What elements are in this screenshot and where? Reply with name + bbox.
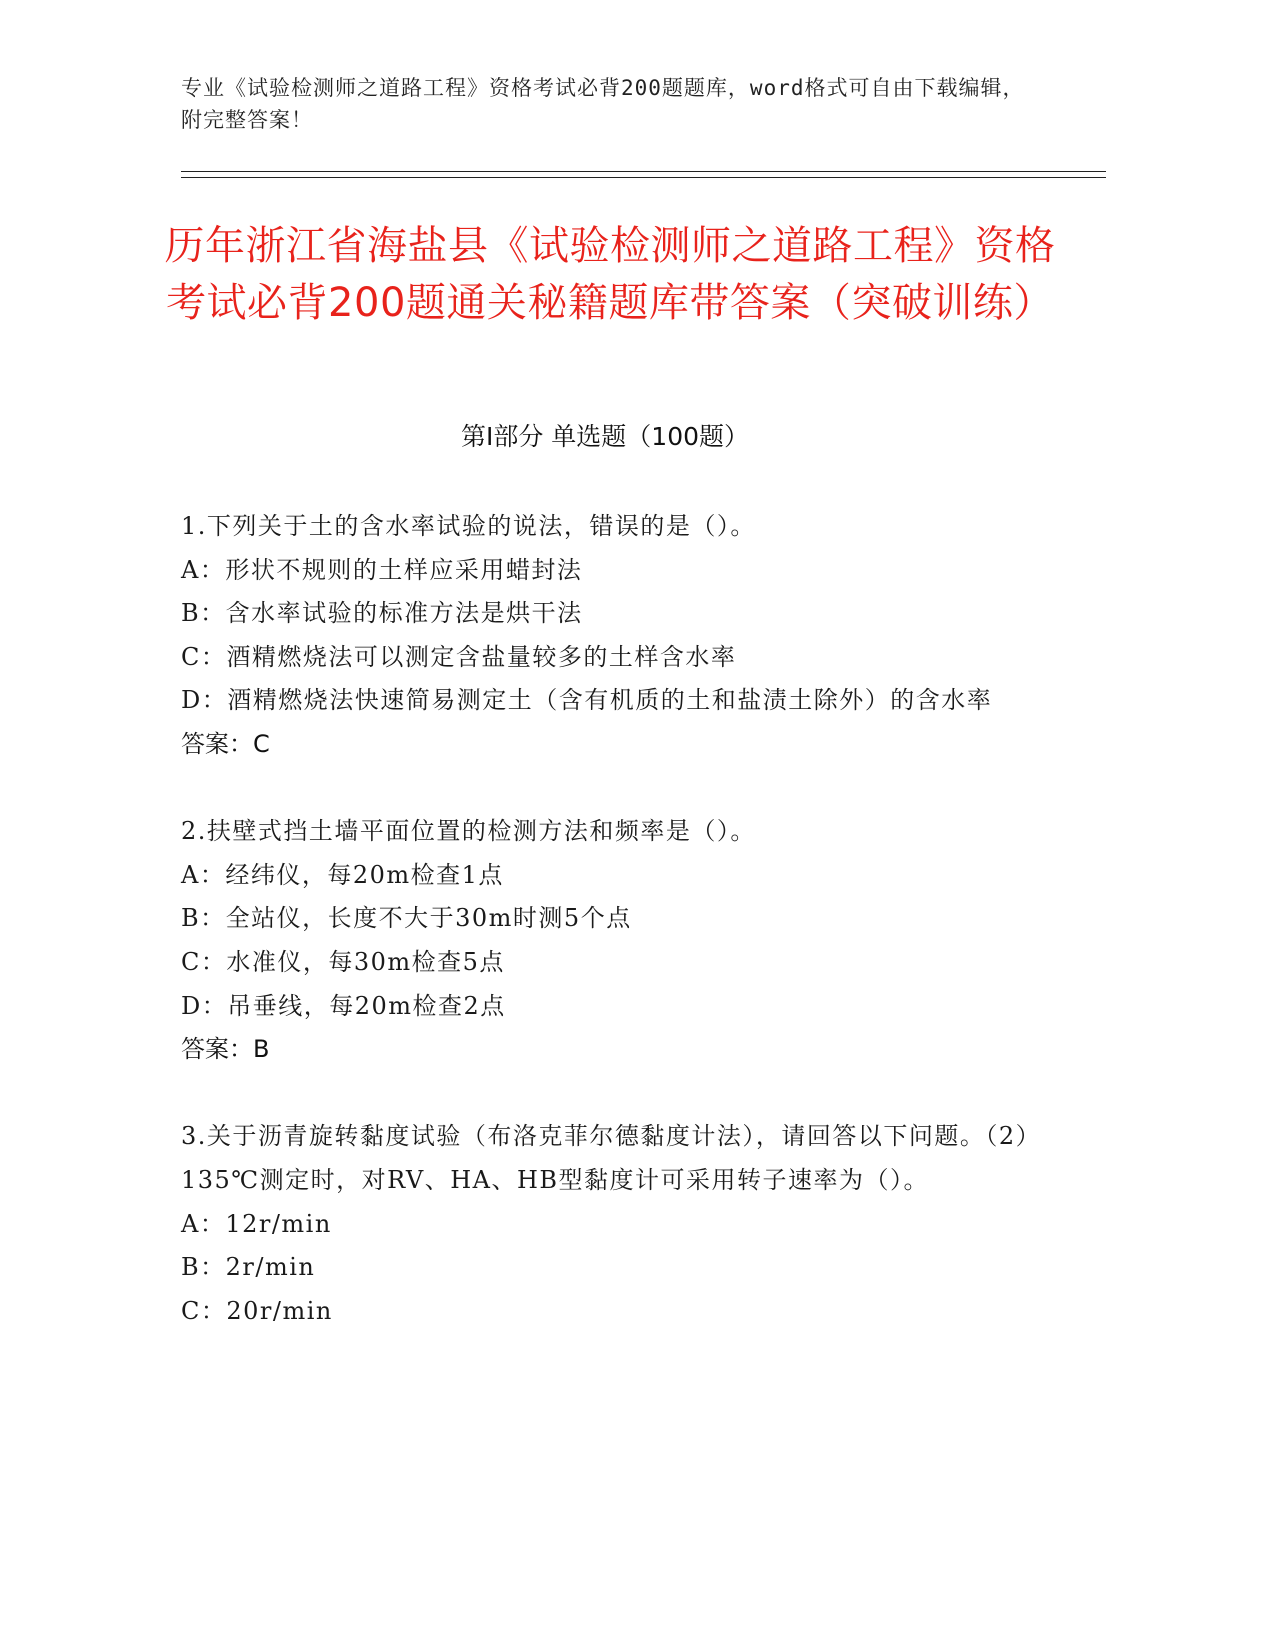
answer-line: 答案：B: [181, 1035, 270, 1064]
question-2: [181, 810, 1031, 1072]
option-c: C：20r/min: [181, 1296, 333, 1325]
option-c: C：水准仪，每30m检查5点: [181, 947, 505, 976]
option-b: B：全站仪，长度不大于30m时测5个点: [181, 904, 632, 933]
option-b: B：2r/min: [181, 1253, 316, 1282]
option-b: B：含水率试验的标准方法是烘干法: [181, 599, 583, 628]
question-list: [181, 505, 1031, 1377]
option-a: A：形状不规则的土样应采用蜡封法: [181, 555, 583, 584]
header-rule-bottom: [181, 177, 1106, 178]
section-heading: 第I部分 单选题（100题）: [460, 422, 750, 451]
question-stem: 1.下列关于土的含水率试验的说法，错误的是（）。: [181, 512, 756, 540]
option-a: A：12r/min: [181, 1209, 332, 1238]
option-d: D：酒精燃烧法快速简易测定土（含有机质的土和盐渍土除外）的含水率: [181, 686, 993, 715]
question-stem: 2.扶壁式挡土墙平面位置的检测方法和频率是（）。: [181, 817, 756, 846]
option-d: D：吊垂线，每20m检查2点: [181, 991, 506, 1020]
header-rule-top: [181, 171, 1106, 172]
question-stem: 3.关于沥青旋转黏度试验（布洛克菲尔德黏度计法），请回答以下问题。（2）135℃测定时，对RV、HA、HB型黏度计可采用转子速率为（）。: [181, 1122, 1030, 1194]
answer-line: 答案：C: [181, 729, 270, 758]
option-a: A：经纬仪，每20m检查1点: [181, 860, 504, 889]
header-note: 专业《试验检测师之道路工程》资格考试必背200题题库，word格式可自由下载编辑，附完整答案！: [181, 76, 1025, 132]
question-1: [181, 505, 1031, 767]
document-title: 历年浙江省海盐县《试验检测师之道路工程》资格考试必背200题通关秘籍题库带答案（突破训练）: [164, 223, 1056, 326]
question-3: [181, 1115, 1031, 1333]
option-c: C：酒精燃烧法可以测定含盐量较多的土样含水率: [181, 642, 737, 671]
